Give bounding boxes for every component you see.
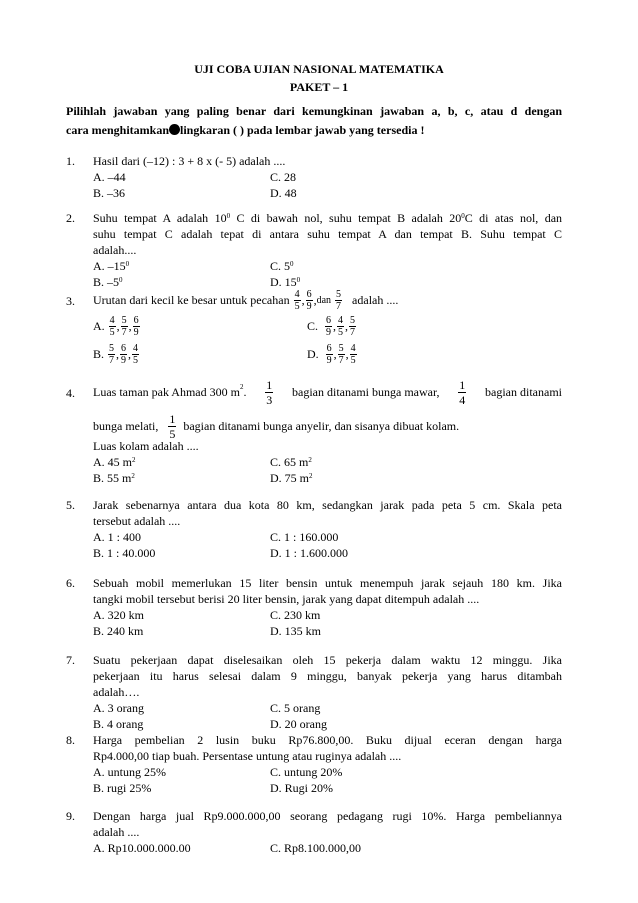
question-7-number: 7. — [66, 653, 75, 667]
question-3-text: Urutan dari kecil ke besar untuk pecahan $\frac{4}{5}$ , $\frac{6}{9}$ , dan $\frac{5}{7}$ adalah .... — [93, 288, 399, 312]
question-2-option-a: A. $-15^0$ — [93, 259, 130, 273]
question-5-option-a: A. 1 : 400 — [93, 530, 141, 544]
question-1-number: 1. — [66, 154, 75, 168]
fraction: $\frac{4}{5}$ — [294, 288, 300, 312]
question-3-option-a: A. $\frac{4}{5}$ , $\frac{5}{7}$ , $\frac{6}{9}$ — [93, 314, 139, 338]
fraction: $\frac{1}{5}$ — [169, 411, 176, 441]
question-9-option-c: C. Rp8.100.000,00 — [270, 841, 362, 855]
question-7-line-3: adalah…. — [93, 685, 140, 699]
question-4-line-3: Luas kolam adalah .... — [93, 439, 199, 453]
question-9-number: 9. — [66, 809, 75, 823]
question-7-option-d: D. 20 orang — [270, 717, 327, 731]
question-8-line-2: Rp4.000,00 tiap buah. Persentase untung atau ruginya adalah .... — [93, 749, 402, 763]
question-5-line-2: tersebut adalah .... — [93, 514, 181, 528]
question-7-option-c: C. 5 orang — [270, 701, 321, 715]
question-1-option-c: C. 28 — [270, 170, 297, 184]
question-2-number: 2. — [66, 211, 75, 225]
question-7-option-b: B. 4 orang — [93, 717, 144, 731]
question-5-option-b: B. 1 : 40.000 — [93, 546, 156, 560]
question-1-option-a: A. –44 — [93, 170, 126, 184]
question-5-option-d: D. 1 : 1.600.000 — [270, 546, 348, 560]
question-4-option-c: C. 65 $m^2$ — [270, 455, 312, 469]
fraction: $\frac{1}{3}$ — [266, 377, 273, 407]
question-4-number: 4. — [66, 386, 75, 400]
question-6-line-1: Sebuah mobil memerlukan 15 liter bensin untuk menempuh jarak sejauh 180 km. Jika — [93, 576, 562, 590]
question-2-line-1: Suhu tempat A adalah $10^0$ C di bawah nol, suhu tempat B adalah $20^0C$ di atas nol, dan — [93, 211, 563, 225]
fraction: $\frac{5}{7}$ — [336, 288, 342, 312]
page-title: UJI COBA UJIAN NASIONAL MATEMATIKA — [194, 62, 444, 76]
question-8-option-b: B. rugi 25% — [93, 781, 152, 795]
question-2-line-3: adalah.... — [93, 243, 137, 257]
question-7-option-a: A. 3 orang — [93, 701, 144, 715]
question-1-text: Hasil dari (–12) : 3 + 8 x (- 5) adalah .... — [93, 154, 286, 168]
fraction: $\frac{6}{9}$ — [306, 288, 312, 312]
question-4-line-1: Luas taman pak Ahmad 300 $m^2$. $\frac{1}{3}$ bagian ditanami bunga mawar, $\frac{1}{4}$ bagian ditanami — [93, 377, 562, 407]
question-6-option-b: B. 240 km — [93, 624, 144, 638]
question-8-number: 8. — [66, 733, 75, 747]
question-7-line-1: Suatu pekerjaan dapat diselesaikan oleh 15 pekerja dalam waktu 12 minggu. Jika — [93, 653, 562, 667]
question-9-line-2: adalah .... — [93, 825, 140, 839]
question-1-option-b: B. –36 — [93, 186, 126, 200]
question-2-option-d: D. $15^0$ — [270, 275, 301, 289]
question-3-option-c: C. $\frac{6}{9}$ , $\frac{4}{5}$ , $\frac{5}{7}$ — [307, 314, 356, 338]
question-5-option-c: C. 1 : 160.000 — [270, 530, 339, 544]
question-2-option-b: B. $-5^0$ — [93, 275, 123, 289]
filled-circle-icon — [169, 124, 180, 135]
question-8-option-c: C. untung 20% — [270, 765, 343, 779]
instructions-line-2: cara menghitamkan lingkaran ( ) pada lembar jawab yang tersedia ! — [66, 123, 425, 137]
question-6-number: 6. — [66, 576, 75, 590]
fraction: $\frac{1}{4}$ — [459, 377, 466, 407]
question-2-line-2: suhu tempat C adalah tepat di antara suhu tempat A dan tempat B. Suhu tempat C — [93, 227, 562, 241]
question-3-option-b: B. $\frac{5}{7}$ , $\frac{6}{9}$ , $\frac{4}{5}$ — [93, 342, 139, 366]
question-5-number: 5. — [66, 498, 75, 512]
question-2-option-c: C. $5^0$ — [270, 259, 294, 273]
question-7-line-2: pekerjaan itu harus selesai dalam 9 minggu, banyak pekerja yang harus ditambah — [93, 669, 562, 683]
question-6-line-2: tangki mobil tersebut berisi 20 liter bensin, jarak yang dapat ditempuh adalah .... — [93, 592, 480, 606]
instructions-line-1: Pilihlah jawaban yang paling benar dari kemungkinan jawaban a, b, c, atau d dengan — [66, 104, 562, 118]
question-9-line-1: Dengan harga jual Rp9.000.000,00 seorang pedagang rugi 10%. Harga pembeliannya — [93, 809, 562, 823]
question-9-option-a: A. Rp10.000.000.00 — [93, 841, 191, 855]
question-5-line-1: Jarak sebenarnya antara dua kota 80 km, sedangkan jarak pada peta 5 cm. Skala peta — [93, 498, 562, 512]
page-subtitle: PAKET – 1 — [289, 80, 349, 94]
question-8-line-1: Harga pembelian 2 lusin buku Rp76.800,00. Buku dijual eceran dengan harga — [93, 733, 562, 747]
question-6-option-d: D. 135 km — [270, 624, 321, 638]
question-4-option-b: B. 55 $m^2$ — [93, 471, 135, 485]
question-1-option-d: D. 48 — [270, 186, 297, 200]
question-4-option-a: A. 45 $m^2$ — [93, 455, 136, 469]
question-3-option-d: D. $\frac{6}{9}$ , $\frac{5}{7}$ , $\frac{4}{5}$ — [307, 342, 356, 366]
question-3-number: 3. — [66, 294, 75, 308]
question-4-line-2: bunga melati, $\frac{1}{5}$ bagian ditanami bunga anyelir, dan sisanya dibuat kolam. — [93, 411, 460, 441]
question-8-option-a: A. untung 25% — [93, 765, 166, 779]
question-6-option-c: C. 230 km — [270, 608, 321, 622]
question-4-option-d: D. 75 $m^2$ — [270, 471, 313, 485]
question-6-option-a: A. 320 km — [93, 608, 144, 622]
question-8-option-d: D. Rugi 20% — [270, 781, 333, 795]
